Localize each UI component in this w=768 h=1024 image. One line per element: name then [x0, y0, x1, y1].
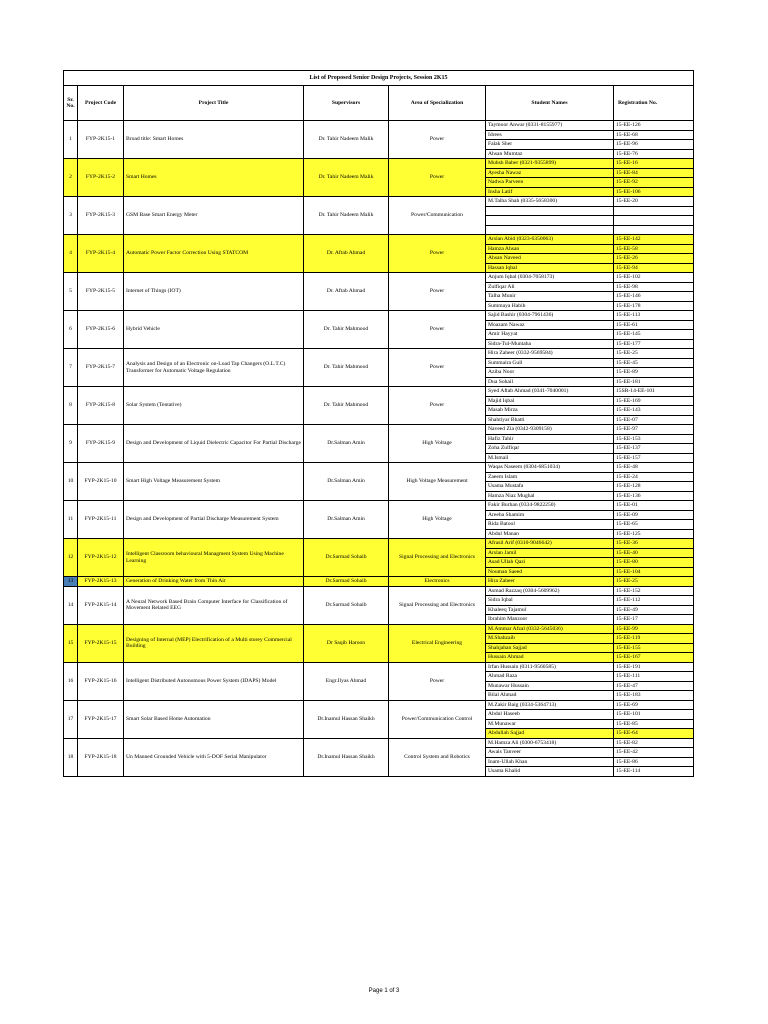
registration-cell: 15-EE-104 — [614, 567, 694, 577]
registration-cell: 15SR-14-EE-101 — [614, 387, 694, 397]
area-cell: High Voltage — [389, 425, 486, 463]
student-name-cell: Usama Khalid — [486, 767, 614, 777]
registration-cell: 15-EE-58 — [614, 244, 694, 254]
table-row — [64, 463, 694, 473]
project-code-cell: FYP-2K15-17 — [78, 700, 124, 738]
registration-cell: 15-EE-97 — [614, 425, 694, 435]
registration-cell: 15-EE-24 — [614, 472, 694, 482]
registration-cell: 15-EE-01 — [614, 501, 694, 511]
student-name-cell: Irfan Hussain (0311-9560585) — [486, 662, 614, 672]
area-cell: Power — [389, 387, 486, 425]
area-cell: Signal Processing and Electronics — [389, 586, 486, 624]
project-title-cell: Broad title: Smart Homes — [124, 121, 304, 159]
project-title-cell: Internet of Things (IOT) — [124, 273, 304, 311]
student-name-cell: Abdullah Sajjad — [486, 729, 614, 739]
project-code-cell: FYP-2K15-6 — [78, 311, 124, 349]
sr-cell: 11 — [64, 501, 78, 539]
registration-cell: 15-EE-07 — [614, 415, 694, 425]
registration-cell: 15-EE-49 — [614, 605, 694, 615]
table-row — [64, 121, 694, 131]
project-title-cell: Design and Development of Liquid Dielectric Capacitor For Partial Discharge — [124, 425, 304, 463]
student-name-cell: Nouman Saeed — [486, 567, 614, 577]
sr-cell: 9 — [64, 425, 78, 463]
registration-cell: 15-EE-106 — [614, 187, 694, 197]
student-name-cell: Usama Mustafa — [486, 482, 614, 492]
project-code-cell: FYP-2K15-12 — [78, 539, 124, 577]
supervisor-cell: Dr. Tahir Nadeem Malik — [304, 197, 389, 235]
area-cell: High Voltage Measurement — [389, 463, 486, 501]
student-name-cell: M.Ammar Afzal (0332-5645036) — [486, 624, 614, 634]
table-row — [64, 425, 694, 435]
student-name-cell: Awais Tanveer — [486, 748, 614, 758]
header-row — [64, 86, 694, 121]
student-name-cell: Shahtiyar Bhatti — [486, 415, 614, 425]
project-code-cell: FYP-2K15-13 — [78, 577, 124, 587]
student-name-cell: Hamza Niaz Mughal — [486, 491, 614, 501]
student-name-cell: Hira Zaheer — [486, 577, 614, 587]
registration-cell: 15-EE-48 — [614, 463, 694, 473]
table-row — [64, 273, 694, 283]
student-name-cell: Inam-Ullah Khan — [486, 757, 614, 767]
registration-cell: 15-EE-17 — [614, 615, 694, 625]
project-code-cell: FYP-2K15-15 — [78, 624, 124, 662]
student-name-cell: Shahjahan Sajjad — [486, 643, 614, 653]
supervisor-cell: Dr. Tahir Mahmood — [304, 387, 389, 425]
student-name-cell: Mubsh Baber (0321-9355899) — [486, 159, 614, 169]
student-name-cell: Hamza Ahsan — [486, 244, 614, 254]
registration-cell: 15-EE-45 — [614, 358, 694, 368]
student-name-cell: M.Talha Shah (0335-5658300) — [486, 197, 614, 207]
registration-cell: 15-EE-85 — [614, 719, 694, 729]
project-title-cell: Solar System (Tentative) — [124, 387, 304, 425]
registration-cell: 15-EE-61 — [614, 320, 694, 330]
student-name-cell: Summaira Gull — [486, 358, 614, 368]
col-header-registration: Registration No. — [614, 86, 694, 121]
registration-cell: 15-EE-114 — [614, 767, 694, 777]
student-name-cell: Hassan Iqbal — [486, 263, 614, 273]
registration-cell: 15-EE-92 — [614, 178, 694, 188]
sr-cell: 6 — [64, 311, 78, 349]
registration-cell: 15-EE-84 — [614, 168, 694, 178]
supervisor-cell: Dr. Aftab Ahmad — [304, 235, 389, 273]
registration-cell: 15-EE-94 — [614, 263, 694, 273]
registration-cell: 15-EE-42 — [614, 748, 694, 758]
supervisor-cell: Dr. Tahir Mahmood — [304, 349, 389, 387]
registration-cell: 15-EE-157 — [614, 453, 694, 463]
registration-cell: 15-EE-96 — [614, 140, 694, 150]
project-title-cell: GSM Base Smart Energy Meter — [124, 197, 304, 235]
registration-cell: 15-EE-167 — [614, 653, 694, 663]
registration-cell: 15-EE-119 — [614, 634, 694, 644]
registration-cell: 15-EE-82 — [614, 738, 694, 748]
student-name-cell: Talha Munir — [486, 292, 614, 302]
area-cell: Electrical Engineering — [389, 624, 486, 662]
registration-cell: 15-EE-25 — [614, 349, 694, 359]
table-row — [64, 624, 694, 634]
project-code-cell: FYP-2K15-7 — [78, 349, 124, 387]
registration-cell: 15-EE-136 — [614, 491, 694, 501]
student-name-cell: Naveed Zia (0342-9309158) — [486, 425, 614, 435]
project-title-cell: Designing of Internal (MEP) Electrification of a Multi storey Commercial Building — [124, 624, 304, 662]
supervisor-cell: Dr. Tahir Nadeem Malik — [304, 121, 389, 159]
student-name-cell: M.Zakir Baig (0334-5364713) — [486, 700, 614, 710]
project-title-cell: Analysis and Design of an Electronic on-Load Tap Changers (O.L.T.C) Transformer for Automatic Voltage Regulation — [124, 349, 304, 387]
registration-cell: 15-EE-152 — [614, 586, 694, 596]
project-code-cell: FYP-2K15-18 — [78, 738, 124, 776]
project-code-cell: FYP-2K15-2 — [78, 159, 124, 197]
student-name-cell: Abdul Haseeb — [486, 710, 614, 720]
student-name-cell: Aziba Noor — [486, 368, 614, 378]
sr-cell: 7 — [64, 349, 78, 387]
student-name-cell: Moazam Nawaz — [486, 320, 614, 330]
registration-cell: 15-EE-69 — [614, 700, 694, 710]
project-title-cell: Smart Homes — [124, 159, 304, 197]
supervisor-cell: Dr Saqib Haroon — [304, 624, 389, 662]
supervisor-cell: Dr. Tahir Nadeem Malik — [304, 159, 389, 197]
project-code-cell: FYP-2K15-16 — [78, 662, 124, 700]
student-name-cell: Afrasil Arif (0310-9046642) — [486, 539, 614, 549]
registration-cell: 15-EE-47 — [614, 681, 694, 691]
registration-cell: 15-EE-191 — [614, 662, 694, 672]
student-name-cell: M.Shahzaib — [486, 634, 614, 644]
registration-cell: 15-EE-64 — [614, 729, 694, 739]
registration-cell: 15-EE-80 — [614, 558, 694, 568]
table-row — [64, 197, 694, 207]
table-row — [64, 235, 694, 245]
area-cell: Power — [389, 235, 486, 273]
student-name-cell: Ahmad Raza — [486, 672, 614, 682]
registration-cell — [614, 206, 694, 216]
registration-cell: 15-EE-145 — [614, 330, 694, 340]
student-name-cell: Nadwa Parveen — [486, 178, 614, 188]
table-row — [64, 700, 694, 710]
student-name-cell: Falak Sher — [486, 140, 614, 150]
registration-cell: 15-EE-153 — [614, 434, 694, 444]
sr-cell: 17 — [64, 700, 78, 738]
registration-cell — [614, 225, 694, 235]
student-name-cell — [486, 225, 614, 235]
student-name-cell: Ahsan Mumtaz — [486, 149, 614, 159]
student-name-cell: Waqas Naseem (0304-6851034) — [486, 463, 614, 473]
registration-cell: 15-EE-68 — [614, 130, 694, 140]
registration-cell: 15-EE-101 — [614, 710, 694, 720]
area-cell: Power — [389, 273, 486, 311]
student-name-cell: Rida Batool — [486, 520, 614, 530]
projects-table — [63, 70, 694, 777]
sr-cell: 3 — [64, 197, 78, 235]
student-name-cell: Amir Hayyat — [486, 330, 614, 340]
student-name-cell: Summaya Habib — [486, 301, 614, 311]
student-name-cell: Sidra-Tul-Muntaha — [486, 339, 614, 349]
page-footer: Page 1 of 3 — [368, 988, 400, 994]
student-name-cell: Hafiz Tahir — [486, 434, 614, 444]
sr-cell: 10 — [64, 463, 78, 501]
student-name-cell: Arslan Jamil — [486, 548, 614, 558]
student-name-cell: Anjum Iqbal (0304-7058173) — [486, 273, 614, 283]
student-name-cell: Insha Latif — [486, 187, 614, 197]
sr-cell: 8 — [64, 387, 78, 425]
student-name-cell: Hira Zaheer (0332-9569584) — [486, 349, 614, 359]
sr-cell: 2 — [64, 159, 78, 197]
registration-cell: 15-EE-86 — [614, 757, 694, 767]
project-title-cell: Generation of Drinking Water from Thin Air — [124, 577, 304, 587]
supervisor-cell: Dr. Tahir Mahmood — [304, 311, 389, 349]
area-cell: High Voltage — [389, 501, 486, 539]
project-title-cell: A Neural Network Based Brain Computer Interface for Classification of Movement Related EEG — [124, 586, 304, 624]
student-name-cell: Munawar Hussain — [486, 681, 614, 691]
registration-cell: 15-EE-40 — [614, 548, 694, 558]
registration-cell — [614, 216, 694, 226]
table-title: List of Proposed Senior Design Projects, Session 2K15 — [64, 71, 694, 86]
registration-cell: 15-EE-113 — [614, 311, 694, 321]
student-name-cell: M.Hamza Ali (0300-6753418) — [486, 738, 614, 748]
area-cell: Electronics — [389, 577, 486, 587]
table-row — [64, 387, 694, 397]
registration-cell: 15-EE-20 — [614, 197, 694, 207]
registration-cell: 15-EE-112 — [614, 596, 694, 606]
col-header-sr: Sr. No. — [64, 86, 78, 121]
project-title-cell: Smart High Voltage Measurement System — [124, 463, 304, 501]
project-title-cell: Intelligent Classroom behavioural Managment System Using Machine Learning — [124, 539, 304, 577]
project-title-cell: Automatic Power Factor Correction Using STATCOM — [124, 235, 304, 273]
student-name-cell: Zaeem Islam — [486, 472, 614, 482]
registration-cell: 15-EE-155 — [614, 643, 694, 653]
supervisor-cell: Dr.Inamul Hassan Shaikh — [304, 738, 389, 776]
project-code-cell: FYP-2K15-9 — [78, 425, 124, 463]
project-title-cell: Smart Solar Based Home Automation — [124, 700, 304, 738]
student-name-cell: Taymoor Anwar (0331-8155977) — [486, 121, 614, 131]
student-name-cell: Abdul Manan — [486, 529, 614, 539]
supervisor-cell: Dr.Salman Amin — [304, 463, 389, 501]
supervisor-cell: Dr.Salman Amin — [304, 425, 389, 463]
student-name-cell — [486, 206, 614, 216]
area-cell: Power — [389, 311, 486, 349]
registration-cell: 15-EE-25 — [614, 577, 694, 587]
area-cell: Signal Processing and Electronics — [389, 539, 486, 577]
sr-cell: 13 — [64, 577, 78, 587]
student-name-cell: M.Munawar — [486, 719, 614, 729]
registration-cell: 15-EE-142 — [614, 235, 694, 245]
supervisor-cell: Dr.Salman Amin — [304, 501, 389, 539]
student-name-cell: Asad Ullah Qazi — [486, 558, 614, 568]
student-name-cell: Masab Mirza — [486, 406, 614, 416]
student-name-cell: Ibrahim Manzoor — [486, 615, 614, 625]
student-name-cell: M.Ismail — [486, 453, 614, 463]
sr-cell: 18 — [64, 738, 78, 776]
table-row — [64, 349, 694, 359]
table-row — [64, 586, 694, 596]
student-name-cell: Hussain Ahmad — [486, 653, 614, 663]
registration-cell: 15-EE-16 — [614, 159, 694, 169]
document-sheet — [63, 70, 693, 777]
registration-cell: 15-EE-181 — [614, 377, 694, 387]
project-code-cell: FYP-2K15-3 — [78, 197, 124, 235]
table-row — [64, 577, 694, 587]
registration-cell: 15-EE-128 — [614, 482, 694, 492]
sr-cell: 15 — [64, 624, 78, 662]
student-name-cell: Zulfiqar Ali — [486, 282, 614, 292]
registration-cell: 15-EE-126 — [614, 121, 694, 131]
table-body — [64, 121, 694, 777]
table-row — [64, 539, 694, 549]
col-header-title: Project Title — [124, 86, 304, 121]
sr-cell: 1 — [64, 121, 78, 159]
registration-cell: 15-EE-89 — [614, 368, 694, 378]
student-name-cell: Arslan Abid (0323-6350063) — [486, 235, 614, 245]
table-row — [64, 501, 694, 511]
student-name-cell: Sidra Iqbal — [486, 596, 614, 606]
student-name-cell: Majid Iqbal — [486, 396, 614, 406]
col-header-students: Student Names — [486, 86, 614, 121]
registration-cell: 15-EE-65 — [614, 520, 694, 530]
area-cell: Power — [389, 349, 486, 387]
area-cell: Control System and Robotics — [389, 738, 486, 776]
sr-cell: 4 — [64, 235, 78, 273]
project-code-cell: FYP-2K15-1 — [78, 121, 124, 159]
supervisor-cell: Dr.Inamul Hassan Shaikh — [304, 700, 389, 738]
registration-cell: 15-EE-99 — [614, 624, 694, 634]
student-name-cell: Syed Aftab Ahmad (0341-7040001) — [486, 387, 614, 397]
sr-cell: 16 — [64, 662, 78, 700]
project-title-cell: Hybrid Vehicle — [124, 311, 304, 349]
student-name-cell: Ahsan Naveed — [486, 254, 614, 264]
registration-cell: 15-EE-137 — [614, 444, 694, 454]
student-name-cell: Sajid Bashir (0304-7961436) — [486, 311, 614, 321]
project-code-cell: FYP-2K15-4 — [78, 235, 124, 273]
student-name-cell: Dua Sohail — [486, 377, 614, 387]
table-row — [64, 738, 694, 748]
student-name-cell: Zoha Zulfiqar — [486, 444, 614, 454]
registration-cell: 15-EE-183 — [614, 691, 694, 701]
sr-cell: 5 — [64, 273, 78, 311]
project-code-cell: FYP-2K15-11 — [78, 501, 124, 539]
project-title-cell: Intelligent Distributed Autonomous Power System (IDAPS) Model — [124, 662, 304, 700]
sr-cell: 12 — [64, 539, 78, 577]
col-header-code: Project Code — [78, 86, 124, 121]
area-cell: Power/Communication Control — [389, 700, 486, 738]
registration-cell: 15-EE-102 — [614, 273, 694, 283]
area-cell: Power — [389, 121, 486, 159]
registration-cell: 15-EE-146 — [614, 292, 694, 302]
registration-cell: 15-EE-36 — [614, 539, 694, 549]
supervisor-cell: Dr.Sarmad Sohaib — [304, 539, 389, 577]
supervisor-cell: Dr.Sarmad Sohaib — [304, 586, 389, 624]
project-code-cell: FYP-2K15-10 — [78, 463, 124, 501]
col-header-area: Area of Specialization — [389, 86, 486, 121]
supervisor-cell: Engr.Ilyas Ahmad — [304, 662, 389, 700]
project-code-cell: FYP-2K15-14 — [78, 586, 124, 624]
registration-cell: 15-EE-09 — [614, 510, 694, 520]
student-name-cell: Fakir Burhan (0334-9822250) — [486, 501, 614, 511]
registration-cell: 15-EE-143 — [614, 406, 694, 416]
table-row — [64, 662, 694, 672]
student-name-cell — [486, 216, 614, 226]
registration-cell: 15-EE-177 — [614, 339, 694, 349]
supervisor-cell: Dr.Sarmad Sohaib — [304, 577, 389, 587]
table-row — [64, 159, 694, 169]
project-title-cell: Design and Development of Partial Discharge Measurement System — [124, 501, 304, 539]
student-name-cell: Idrees — [486, 130, 614, 140]
sr-cell: 14 — [64, 586, 78, 624]
supervisor-cell: Dr. Aftab Ahmad — [304, 273, 389, 311]
registration-cell: 15-EE-76 — [614, 149, 694, 159]
student-name-cell: Asmad Razzaq (0304-5609962) — [486, 586, 614, 596]
registration-cell: 15-EE-125 — [614, 529, 694, 539]
project-code-cell: FYP-2K15-8 — [78, 387, 124, 425]
student-name-cell: Ayesha Nawaz — [486, 168, 614, 178]
area-cell: Power — [389, 159, 486, 197]
student-name-cell: Khaleeq Tajamul — [486, 605, 614, 615]
registration-cell: 15-EE-178 — [614, 301, 694, 311]
area-cell: Power — [389, 662, 486, 700]
project-code-cell: FYP-2K15-5 — [78, 273, 124, 311]
registration-cell: 15-EE-98 — [614, 282, 694, 292]
col-header-supervisor: Supervisors — [304, 86, 389, 121]
project-title-cell: Un Manned Grounded Vehicle with 5-DOF Serial Manipulator — [124, 738, 304, 776]
registration-cell: 15-EE-26 — [614, 254, 694, 264]
table-row — [64, 311, 694, 321]
registration-cell: 15-EE-111 — [614, 672, 694, 682]
student-name-cell: Areeba Shamim — [486, 510, 614, 520]
registration-cell: 15-EE-169 — [614, 396, 694, 406]
student-name-cell: Bilal Ahmad — [486, 691, 614, 701]
area-cell: Power/Communication — [389, 197, 486, 235]
